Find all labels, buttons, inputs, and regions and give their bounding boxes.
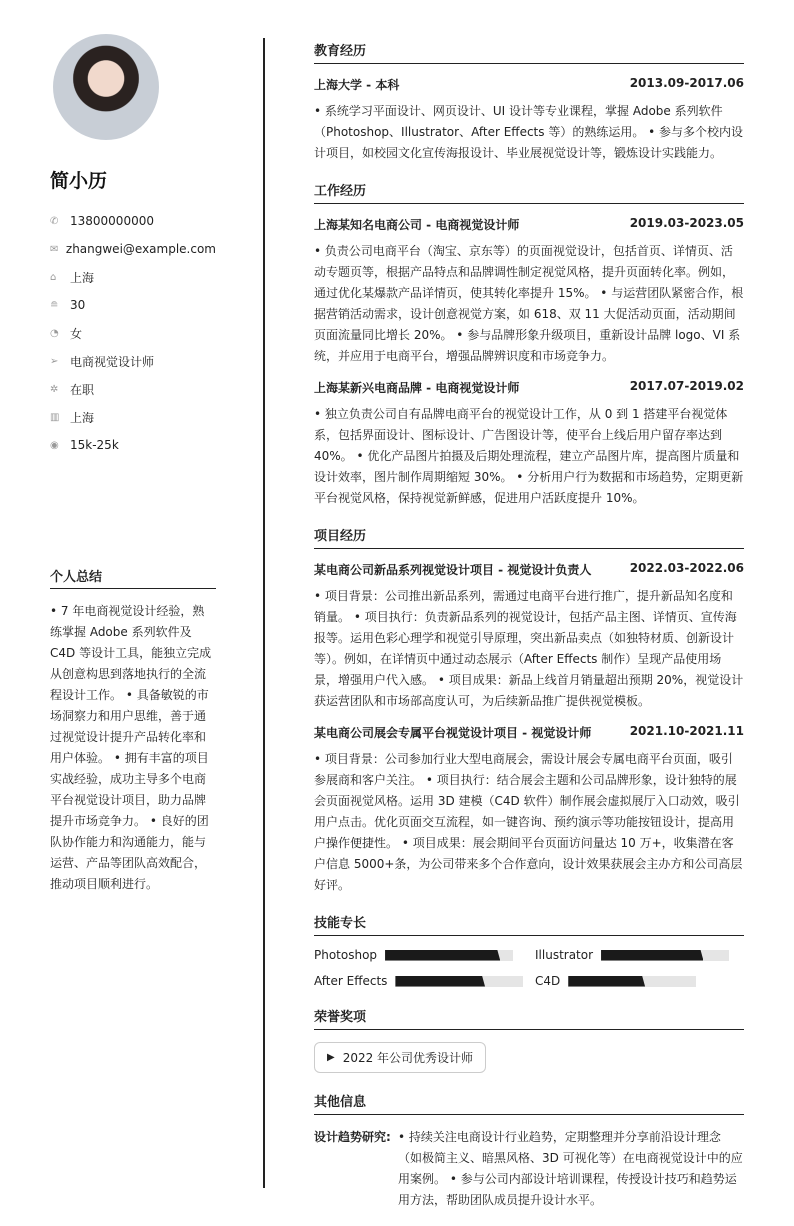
skills-grid	[314, 948, 744, 988]
info-text: 30	[70, 298, 86, 312]
info-text: 上海	[70, 270, 95, 285]
section-title-education: 教育经历	[314, 40, 744, 64]
skill-bar	[385, 950, 513, 961]
entry-name: 某电商公司展会专属平台视觉设计项目 - 视觉设计师	[314, 726, 592, 740]
skill-bar-fill	[568, 976, 645, 987]
candidate-name: 简小历	[50, 170, 108, 192]
entry-date: 2021.10-2021.11	[629, 724, 744, 738]
info-row	[50, 375, 216, 403]
info-text: 上海	[70, 410, 95, 425]
skill-bar-fill	[385, 950, 500, 961]
entry-header	[314, 561, 744, 578]
skill-name: C4D	[535, 974, 561, 988]
skill-item	[535, 948, 744, 962]
section-title-projects: 项目经历	[314, 525, 744, 549]
entry-date: 2017.07-2019.02	[629, 379, 744, 393]
entry-description: • 项目背景：公司推出新品系列，需通过电商平台进行推广，提升新品知名度和销量。 • 项目执行：负责新品系列的视觉设计，包括产品主图、详情页、宣传海报等。运用色彩心理学和视觉引导原理，突出新品卖点（如独特材质、创新设计等）。例如，在详情页中通过动态展示（After Effects 制作）呈现产品使用场景，增强用户代入感。 • 项目成果：新品上线首月销量超出预期 20%，视觉设计获运营团队和市场部高度认可，为后续新品推广提供视觉模板。	[314, 589, 744, 708]
entry-description: • 系统学习平面设计、网页设计、UI 设计等专业课程，掌握 Adobe 系列软件（Photoshop、Illustrator、After Effects 等）的熟练运用。 • 参与多个校内设计项目，如校园文化宣传海报设计、毕业展视觉设计等，锻炼设计实践能力。	[314, 104, 744, 160]
left-column	[50, 34, 216, 459]
info-text: 在职	[70, 382, 95, 397]
skill-name: Illustrator	[535, 948, 594, 962]
skill-bar	[601, 950, 729, 961]
column-divider	[263, 38, 265, 1188]
summary-text: • 7 年电商视觉设计经验，熟练掌握 Adobe 系列软件及 C4D 等设计工具，能独立完成从创意构思到落地执行的全流程设计工作。 • 具备敏锐的市场洞察力和用户思维，善于通过视觉设计提升产品转化率和用户体验。 • 拥有丰富的项目实战经验，成功主导多个电商平台视觉设计项目，助力品牌提升市场竞争力。 • 良好的团队协作能力和沟通能力，能与运营、产品等团队高效配合，推动项目顺利进行。	[50, 604, 212, 891]
entry-header	[314, 216, 744, 233]
contact-info	[50, 207, 216, 459]
info-row	[50, 263, 216, 291]
avatar	[53, 34, 159, 140]
info-row	[50, 347, 216, 375]
info-row	[50, 403, 216, 431]
entry-date: 2019.03-2023.05	[629, 216, 744, 230]
section-title-skills: 技能专长	[314, 912, 744, 936]
salary-icon: ◉	[50, 439, 59, 451]
info-row	[50, 207, 216, 235]
entry-description: • 独立负责公司自有品牌电商平台的视觉设计工作，从 0 到 1 搭建平台视觉体系，包括界面设计、图标设计、广告图设计等，使平台上线后用户留存率达到 40%。 • 优化产品图片拍摄及后期处理流程，建立产品图片库，提高图片质量和设计效率，图片制作周期缩短 30%。 • 分析用户行为数据和市场趋势，定期更新平台视觉风格，保持视觉新鲜感，促进用户活跃度提升 10%。	[314, 407, 744, 505]
entry-date: 2022.03-2022.06	[629, 561, 744, 575]
info-row	[50, 235, 216, 263]
entry-name: 上海某新兴电商品牌 - 电商视觉设计师	[314, 381, 520, 395]
skill-item	[535, 974, 744, 988]
info-text: 13800000000	[70, 214, 154, 228]
skill-item	[314, 948, 535, 962]
info-row	[50, 319, 216, 347]
skill-name: Photoshop	[314, 948, 378, 962]
skill-bar	[395, 976, 523, 987]
summary-title: 个人总结	[50, 566, 216, 589]
gender-icon: ◔	[50, 327, 59, 339]
mail-icon: ✉	[50, 243, 59, 255]
info-text: 15k-25k	[70, 438, 119, 452]
home-icon: ⌂	[50, 271, 57, 283]
entry-name: 某电商公司新品系列视觉设计项目 - 视觉设计负责人	[314, 563, 592, 577]
entry-header	[314, 724, 744, 741]
section-title-awards: 荣誉奖项	[314, 1006, 744, 1030]
skill-bar	[568, 976, 696, 987]
info-text: 电商视觉设计师	[70, 354, 155, 369]
right-column	[314, 40, 744, 1211]
phone-icon: ✆	[50, 215, 59, 227]
info-text: 女	[70, 326, 83, 341]
entry-date: 2013.09-2017.06	[629, 76, 744, 90]
triangle-right-icon: ▶	[327, 1052, 335, 1063]
cake-icon: ≘	[50, 299, 59, 311]
other-key: 设计趋势研究:	[314, 1130, 391, 1144]
entry-header	[314, 76, 744, 93]
entry-name: 上海大学 - 本科	[314, 78, 400, 92]
skill-bar-fill	[395, 976, 485, 987]
info-text: zhangwei@example.com	[65, 242, 216, 256]
section-title-work: 工作经历	[314, 180, 744, 204]
send-icon: ➢	[50, 355, 59, 367]
entry-header	[314, 379, 744, 396]
entry-description: • 负责公司电商平台（淘宝、京东等）的页面视觉设计，包括首页、详情页、活动专题页等，根据产品特点和品牌调性制定视觉风格，提升页面转化率。例如，通过优化某爆款产品详情页，使其转化率提升 15%。 • 与运营团队紧密合作，根据营销活动需求，设计创意视觉方案，如 618、双 11 大促活动页面，活动期间页面流量同比增长 20%。 • 参与品牌形象升级项目，重新设计品牌 logo、VI 系统，并应用于电商平台，增强品牌辨识度和市场竞争力。	[314, 244, 744, 363]
skill-bar-fill	[601, 950, 703, 961]
section-title-other: 其他信息	[314, 1091, 744, 1115]
other-value: • 持续关注电商设计行业趋势，定期整理并分享前沿设计理念（如极简主义、暗黑风格、3D 可视化等）在电商视觉设计中的应用案例。 • 参与公司内部设计培训课程，传授设计技巧和趋势运用方法，帮助团队成员提升设计水平。	[398, 1130, 743, 1207]
info-row	[50, 431, 216, 459]
entry-name: 上海某知名电商公司 - 电商视觉设计师	[314, 218, 520, 232]
info-row	[50, 291, 216, 319]
building-icon: ▥	[50, 411, 60, 423]
award-toggle[interactable]	[314, 1042, 486, 1073]
skill-name: After Effects	[314, 974, 388, 988]
award-text: 2022 年公司优秀设计师	[342, 1051, 474, 1065]
status-icon: ✲	[50, 383, 59, 395]
other-item	[314, 1127, 744, 1211]
entry-description: • 项目背景：公司参加行业大型电商展会，需设计展会专属电商平台页面，吸引参展商和客户关注。 • 项目执行：结合展会主题和公司品牌形象，设计独特的展会页面视觉风格。运用 3D 建模（C4D 软件）制作展会虚拟展厅入口动效，吸引用户点击。优化页面交互流程，如一键咨询、预约演示等功能按钮设计，提高用户操作便捷性。 • 项目成果：展会期间平台页面访问量达 10 万+，收集潜在客户信息 5000+条，为公司带来多个合作意向，设计效果获展会主办方和公司高层好评。	[314, 752, 743, 892]
skill-item	[314, 974, 535, 988]
